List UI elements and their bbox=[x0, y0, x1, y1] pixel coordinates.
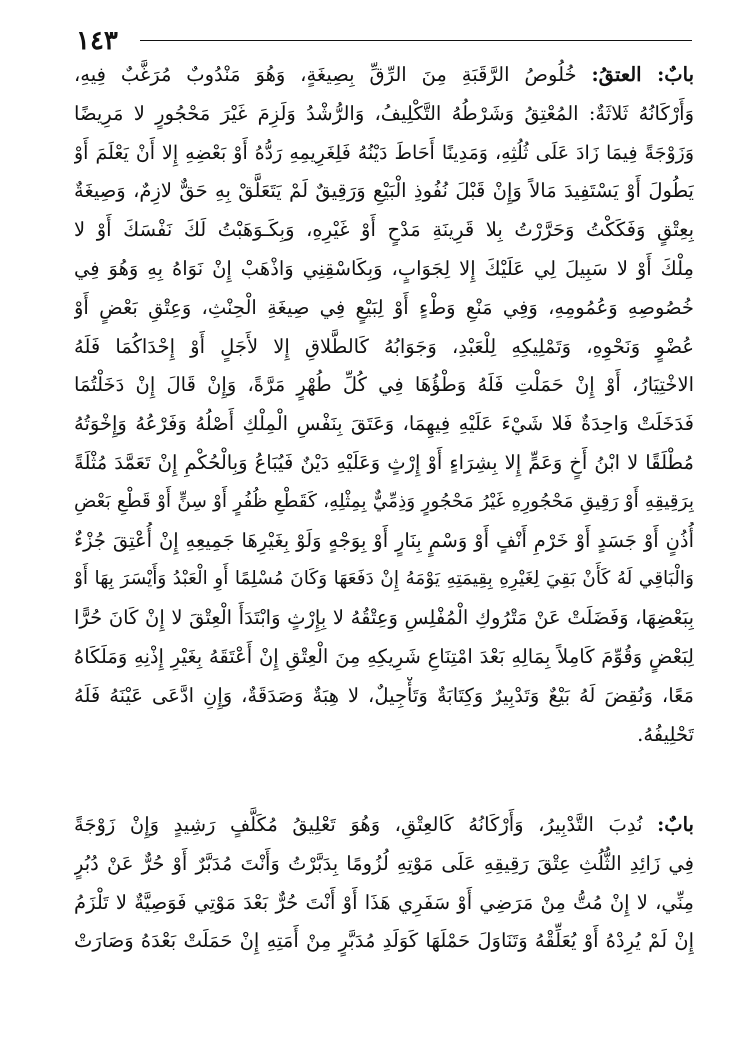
text-line: عُضْوٍ وَنَحْوِهِ، وَتَمْلِيكِهِ لِلْعَبْدِ، وَجَوَابُهُ كَالطَّلاقِ إِلا لأَجَلٍ أَوْ إِحْدَاكُمَا فَلَهُ bbox=[74, 334, 694, 358]
section-heading: بابٌ: العتقُ: bbox=[591, 63, 694, 86]
text-line: مَعًا، وَنُقِضَ لَهُ بَيْعٌ وَتَدْبِيرٌ وَكِتَابَةٌ وَتَأْجِيلٌ، لا هِبَةٌ وَصَدَقَةٌ، وَإِنِ ادَّعَى عَيْنَهُ فَلَهُ bbox=[74, 683, 694, 707]
text-line: فِي زَائِدِ الثُّلُثِ عِتْقَ رَقِيقِهِ عَلَى مَوْتِهِ لُزُومًا بِدَبَّرْتُ وَأَنْتَ مُدَبَّرٌ أَوْ حُرٌّ عَنْ دُبُرٍ bbox=[74, 851, 694, 875]
text-line: تَحْلِيفُهُ. bbox=[637, 722, 694, 746]
text-line: يَطُولَ أَوْ يَسْتَفِيدَ مَالاً وَإِنْ قَبْلَ نُفُوذِ الْبَيْعِ وَرَقِيقٌ لَمْ يَتَعَلَّقْ بِهِ حَقٌّ لازِمٌ، وَصِيغَةٌ bbox=[74, 179, 694, 203]
text-line: إِنْ لَمْ يُرِدْهُ أَوْ يُعَلِّقْهُ وَتَنَاوَلَ حَمْلَهَا كَوَلَدِ مُدَبَّرٍ مِنْ أَمَتِهِ إِنْ حَمَلَتْ بَعْدَهُ وَصَارَتْ bbox=[74, 929, 694, 953]
text-line-content: خُلُوصُ الرَّقَبَةِ مِنَ الرِّقِّ بِصِيغَةٍ، وَهُوَ مَنْدُوبٌ مُرَغَّبٌ فِيهِ، bbox=[74, 63, 592, 86]
text-line: الاخْتِيَارُ، أَوْ إِنْ حَمَلْتِ فَلَهُ وَطْؤُهَا فِي كُلِّ طُهْرٍ مَرَّةً، وَإِنْ قَالَ إِنْ دَخَلْتُمَا bbox=[74, 373, 694, 397]
text-line: بِرَقِيقِهِ أَوْ رَقِيقِ مَحْجُورِهِ غَيْرُ مَحْجُورٍ وَذِمِّيٌّ بِمِثْلِهِ، كَقَطْعِ ظُفُرٍ أَوْ سِنٍّ أَوْ قَطْعِ بَعْضِ bbox=[74, 490, 694, 512]
text-line: وَزَوْجَةً فِيمَا زَادَ عَلَى ثُلُثِهِ، وَمَدِينًا أَحَاطَ دَيْنُهُ فَلِغَرِيمِهِ رَدُّهُ أَوْ بَعْضِهِ إِلا أَنْ يَعْلَمَ أَوْ bbox=[74, 141, 694, 164]
text-line: بِبَعْضِهَا، وَفَضَلَتْ عَنْ مَتْرُوكِ الْمُفْلِسِ وَعِتْقُهُ لا بِإِرْثٍ وَابْتَدَأَ الْعِتْقَ لا إِنْ كَانَ حُرًّا bbox=[74, 606, 694, 630]
text-line: وَأَرْكَانُهُ ثَلاثَةٌ: المُعْتِقُ وَشَرْطُهُ التَّكْلِيفُ، وَالرُّشْدُ وَلَزِمَ غَيْرَ مَحْجُورٍ لا مَرِيضًا bbox=[74, 101, 694, 125]
section-heading: بابٌ: bbox=[657, 813, 694, 836]
text-line: مِلْكَ أَوْ لا سَبِيلَ لِي عَلَيْكَ إِلا لِجَوَابٍ، وَبِكَاسْقِنِي وَاذْهَبْ إِنْ نَوَاهُ بِهِ وَهُوَ فِي bbox=[74, 256, 694, 280]
text-line: أُذُنٍ أَوْ جَسَدٍ أَوْ خَرْمِ أَنْفٍ أَوْ وَسْمٍ بِنَارٍ أَوْ بِوَجْهٍ وَلَوْ بِغَيْرِهَا جَمِيعِهِ إِنْ أُعْتِقَ جُزْءٌ bbox=[74, 528, 694, 552]
text-line bbox=[74, 806, 694, 845]
text-line: وَالْبَاقِي لَهُ كَأَنْ بَقِيَ لِغَيْرِهِ بِقِيمَتِهِ يَوْمَهُ إِنْ دَفَعَهَا وَكَانَ مُسْلِمًا أَوِ الْعَبْدُ وَأَيْسَرَ بِهَا أَوْ bbox=[74, 568, 694, 590]
text-line: مِنِّي، لا إِنْ مُتُّ مِنْ مَرَضِي أَوْ سَفَرِي هَذَا أَوْ أَنْتَ حُرٌّ بَعْدَ مَوْتِي فَوَصِيَّةٌ لا تَلْزَمُ bbox=[74, 890, 694, 914]
text-line: لِبَعْضٍ وَقُوِّمَ كَامِلاً بِمَالِهِ بَعْدَ امْتِنَاعِ شَرِيكِهِ مِنَ الْعِتْقِ إِنْ أَعْتَقَهُ بِغَيْرِ إِذْنِهِ وَمَلَكَاهُ bbox=[74, 644, 694, 668]
text-line: فَدَخَلَتْ وَاحِدَةٌ فَلا شَيْءَ عَلَيْهِ فِيهِمَا، وَعَتَقَ بِنَفْسِ الْمِلْكِ أَصْلُهُ وَفَرْعُهُ وَإِخْوَتُهُ bbox=[74, 412, 694, 436]
text-line: مُطْلَقًا لا ابْنُ أَخٍ وَعَمٍّ إِلا بِشِرَاءٍ أَوْ إِرْثٍ وَعَلَيْهِ دَيْنٌ فَيُبَاعُ وَبِالْحُكْمِ إِنْ تَعَمَّدَ مُثْلَةً bbox=[74, 450, 694, 474]
text-line bbox=[74, 56, 694, 95]
header-rule bbox=[140, 40, 692, 41]
section-tadbir bbox=[74, 806, 694, 961]
section-itq bbox=[74, 56, 694, 754]
text-line: خُصُوصِهِ وَعُمُومِهِ، وَفِي مَنْعِ وَطْءٍ أَوْ لِبَيْعٍ فِي صِيغَةِ الْحِنْثِ، وَعِتْقِ بَعْضٍ أَوْ bbox=[74, 295, 694, 319]
text-line-content: نُدِبَ التَّدْبِيرُ، وَأَرْكَانُهُ كَالعِتْقِ، وَهُوَ تَعْلِيقُ مُكَلَّفٍ رَشِيدٍ وَإِنْ زَوْجَةً bbox=[74, 813, 658, 836]
page-number: ١٤٣ bbox=[76, 26, 118, 56]
text-line: بِعِتْقٍ وَفَكَكْتُ وَحَرَّرْتُ بِلا قَرِينَةِ مَدْحٍ أَوْ غَيْرِهِ، وَبِكَـوَهَبْتُ لَكَ نَفْسَكَ أَوْ لا bbox=[74, 218, 694, 242]
